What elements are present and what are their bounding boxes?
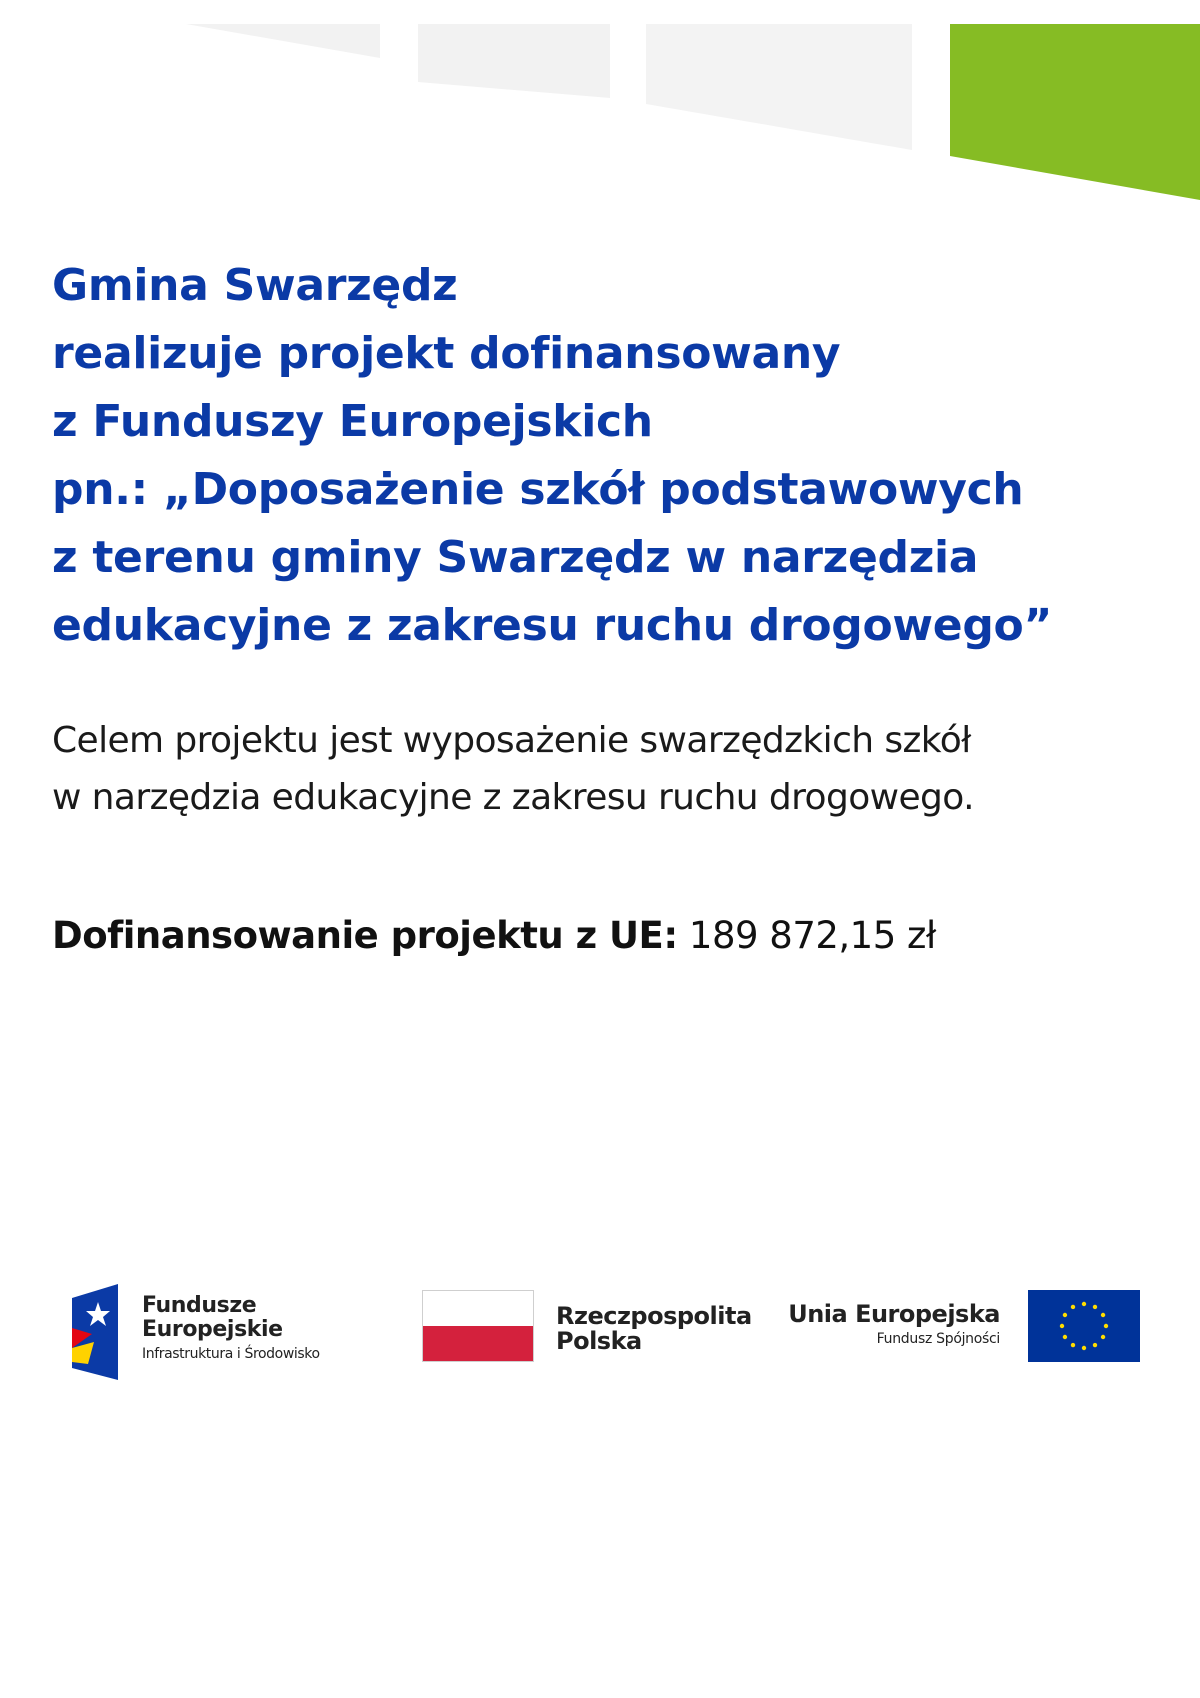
fundusze-europejskie-icon [68, 1284, 122, 1380]
fundusze-text [142, 1294, 320, 1366]
headline-line: z terenu gminy Swarzędz w narzędzia [52, 532, 979, 583]
rp-line: Polska [556, 1327, 642, 1355]
headline [52, 252, 1152, 660]
project-description [52, 712, 1152, 826]
funding-info [52, 910, 936, 962]
unia-europejska-logo [788, 1290, 1140, 1370]
eu-text [788, 1300, 1000, 1350]
eu-star [1093, 1305, 1097, 1309]
decor-green-block [950, 24, 1200, 200]
top-decoration [0, 0, 1200, 210]
polish-flag-icon [422, 1290, 534, 1362]
decor-stripe-1 [186, 24, 380, 58]
headline-line: pn.: „Doposażenie szkół podstawowych [52, 464, 1024, 515]
eu-star [1082, 1302, 1086, 1306]
eu-star [1093, 1343, 1097, 1347]
rzeczpospolita-polska-logo [422, 1290, 752, 1370]
decor-stripe-3 [646, 24, 912, 150]
eu-name: Unia Europejska [788, 1300, 1000, 1328]
fundusze-europejskie-logo [68, 1278, 398, 1378]
fundusze-title: Europejskie [142, 1317, 283, 1342]
eu-fund: Fundusz Spójności [876, 1331, 1000, 1347]
fundusze-title: Fundusze [142, 1293, 257, 1318]
description-line: Celem projektu jest wyposażenie swarzędzkich szkół [52, 720, 971, 761]
logo-bar [0, 1270, 1200, 1390]
eu-star [1063, 1313, 1067, 1317]
funding-amount: 189 872,15 zł [688, 914, 936, 957]
eu-star [1071, 1343, 1075, 1347]
description-line: w narzędzia edukacyjne z zakresu ruchu drogowego. [52, 777, 974, 818]
headline-line: z Funduszy Europejskich [52, 396, 653, 447]
eu-star [1101, 1313, 1105, 1317]
funding-label: Dofinansowanie projektu z UE: [52, 914, 678, 957]
eu-star [1071, 1305, 1075, 1309]
headline-line: realizuje projekt dofinansowany [52, 328, 841, 379]
eu-flag-icon [1028, 1290, 1140, 1362]
eu-star [1063, 1335, 1067, 1339]
rp-line: Rzeczpospolita [556, 1302, 752, 1330]
rp-text [556, 1304, 752, 1354]
eu-star [1101, 1335, 1105, 1339]
eu-star [1060, 1324, 1064, 1328]
decor-stripe-2 [418, 24, 610, 98]
eu-star [1082, 1346, 1086, 1350]
headline-line: Gmina Swarzędz [52, 260, 458, 311]
eu-star [1104, 1324, 1108, 1328]
fundusze-program: Infrastruktura i Środowisko [142, 1346, 320, 1362]
headline-line: edukacyjne z zakresu ruchu drogowego” [52, 600, 1053, 651]
